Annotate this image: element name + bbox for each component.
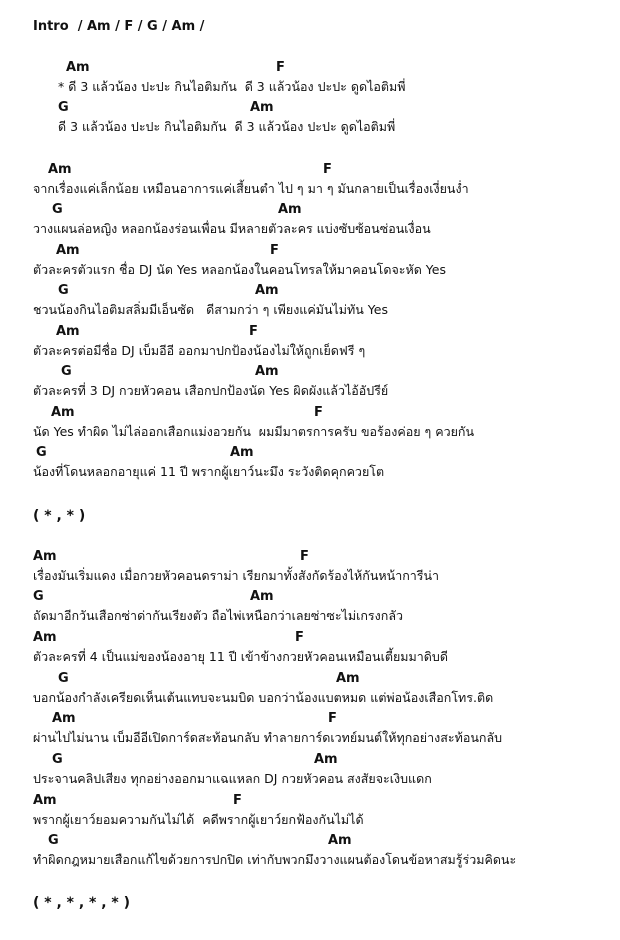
- lyric-line: ถัดมาอีกวันเสือกซ่าด่ากันเรียงตัว ถือไพ่เหนือกว่าเลยซ่าซะไม่เกรงกลัว: [33, 608, 404, 623]
- lyric-line: ตัวละครที่ 4 เป็นแม่ของน้องอายุ 11 ปี เข้าข้างกวยหัวคอนเหมือนเตี้ยมมาดิบดี: [33, 649, 448, 664]
- chord-line: Am: [51, 405, 75, 420]
- chord-line: F: [295, 630, 304, 645]
- chord-line: G: [33, 589, 44, 604]
- lyric-line: * ดี 3 แล้วน้อง ปะปะ กินไอติมกัน ดี 3 แล้วน้อง ปะปะ ดูดไอติมพี่: [58, 79, 406, 94]
- chord-line: G: [48, 833, 59, 848]
- chord-line: Am: [33, 630, 57, 645]
- chord-line: G: [52, 202, 63, 217]
- chord-line: G: [61, 364, 72, 379]
- lyric-line: นัด Yes ทำผิด ไม่ไล่ออกเสือกแม่งอวยกัน ผมมีมาตรการครับ ขอร้องค่อย ๆ ควยกัน: [33, 424, 475, 439]
- chord-line: F: [249, 324, 258, 339]
- chord-line: Am: [56, 243, 80, 258]
- lyric-line: ตัวละครที่ 3 DJ กวยหัวคอน เสือกปกป้องนัด Yes ผิดผังแล้วไอ้อัปรีย์: [33, 383, 389, 398]
- chord-line: Am: [255, 364, 279, 379]
- chord-line: G: [58, 100, 69, 115]
- lyric-line: ชวนน้องกินไอติมสลิ่มมีเอ็นซัด ดีสามกว่า ๆ เพียงแค่มันไม่ทัน Yes: [33, 302, 388, 317]
- lyric-line: วางแผนล่อหญิง หลอกน้องร่อนเพื่อน มีหลายตัวละคร แบ่งซับซ้อนซ่อนเงื่อน: [33, 221, 431, 236]
- chord-line: Am: [33, 549, 57, 564]
- chord-line: F: [314, 405, 323, 420]
- chord-line: F: [270, 243, 279, 258]
- lyric-line: ตัวละครตัวแรก ชื่อ DJ นัด Yes หลอกน้องในคอนโทรลให้มาคอนโดจะหัด Yes: [33, 262, 446, 277]
- chord-line: Am: [230, 445, 254, 460]
- chord-line: Am: [250, 100, 274, 115]
- lyric-line: ทำผิดกฎหมายเสือกแก้ไขด้วยการปกปิด เท่ากับพวกมึงวางแผนต้องโดนข้อหาสมรู้ร่วมคิดนะ: [33, 852, 517, 867]
- lyric-line: จากเรื่องแค่เล็กน้อย เหมือนอาการแค่เสี้ยนตำ ไป ๆ มา ๆ มันกลายเป็นเรื่องเงี่ยนง่ำ: [33, 181, 469, 196]
- chord-line: Am: [250, 589, 274, 604]
- chord-line: G: [58, 671, 69, 686]
- chord-line: Am: [336, 671, 360, 686]
- lyric-line: ตัวละครต่อมีชื่อ DJ เบ็มอีอี ออกมาปกป้องน้องไม่ให้ถูกเย็ดฟรี ๆ: [33, 343, 366, 358]
- chord-line: Am: [328, 833, 352, 848]
- chord-line: Am: [33, 793, 57, 808]
- chord-line: Am: [66, 60, 90, 75]
- chord-line: F: [323, 162, 332, 177]
- chord-line: G: [36, 445, 47, 460]
- lyric-line: ดี 3 แล้วน้อง ปะปะ กินไอติมกัน ดี 3 แล้วน้อง ปะปะ ดูดไอติมพี่: [58, 119, 396, 134]
- chord-line: Am: [278, 202, 302, 217]
- chord-line: F: [328, 711, 337, 726]
- chord-line: G: [58, 283, 69, 298]
- chord-line: Am: [56, 324, 80, 339]
- chord-line: G: [52, 752, 63, 767]
- lyric-line: น้องที่โดนหลอกอายุแค่ 11 ปี พรากผู้เยาว์นะมึง ระวังติดคุกควยโต: [33, 464, 385, 479]
- chord-line: F: [233, 793, 242, 808]
- lyric-line: พรากผู้เยาว์ยอมความกันไม่ได้ คดีพรากผู้เยาว์ยกฟ้องกันไม่ได้: [33, 812, 364, 827]
- chord-line: Am: [52, 711, 76, 726]
- intro-line: Intro / Am / F / G / Am /: [33, 19, 205, 34]
- chord-line: Am: [255, 283, 279, 298]
- chord-line: Am: [314, 752, 338, 767]
- chord-line: F: [276, 60, 285, 75]
- lyric-line: เรื่องมันเริ่มแดง เมื่อกวยหัวคอนดราม่า เรียกมาทั้งสังกัดร้องไห้กันหน้าการีน่า: [33, 568, 440, 583]
- lyric-line: บอกน้องกำลังเครียดเห็นเต้นแทบจะนมบิด บอกว่าน้องแบตหมด แต่พ่อน้องเสือกโทร.ติด: [33, 690, 494, 705]
- lyric-line: ประจานคลิปเสียง ทุกอย่างออกมาแฉแหลก DJ กวยหัวคอน สงสัยจะเงิบแดก: [33, 771, 432, 786]
- chord-line: F: [300, 549, 309, 564]
- chord-line: Am: [48, 162, 72, 177]
- lyric-line: ผ่านไปไม่นาน เบ็มอีอีเปิดการ์ดสะท้อนกลับ ทำลายการ์ดเวทย์มนต์ให้ทุกอย่างสะท้อนกลับ: [33, 730, 503, 745]
- repeat-marker: ( * , * , * , * ): [33, 895, 131, 911]
- repeat-marker: ( * , * ): [33, 508, 86, 524]
